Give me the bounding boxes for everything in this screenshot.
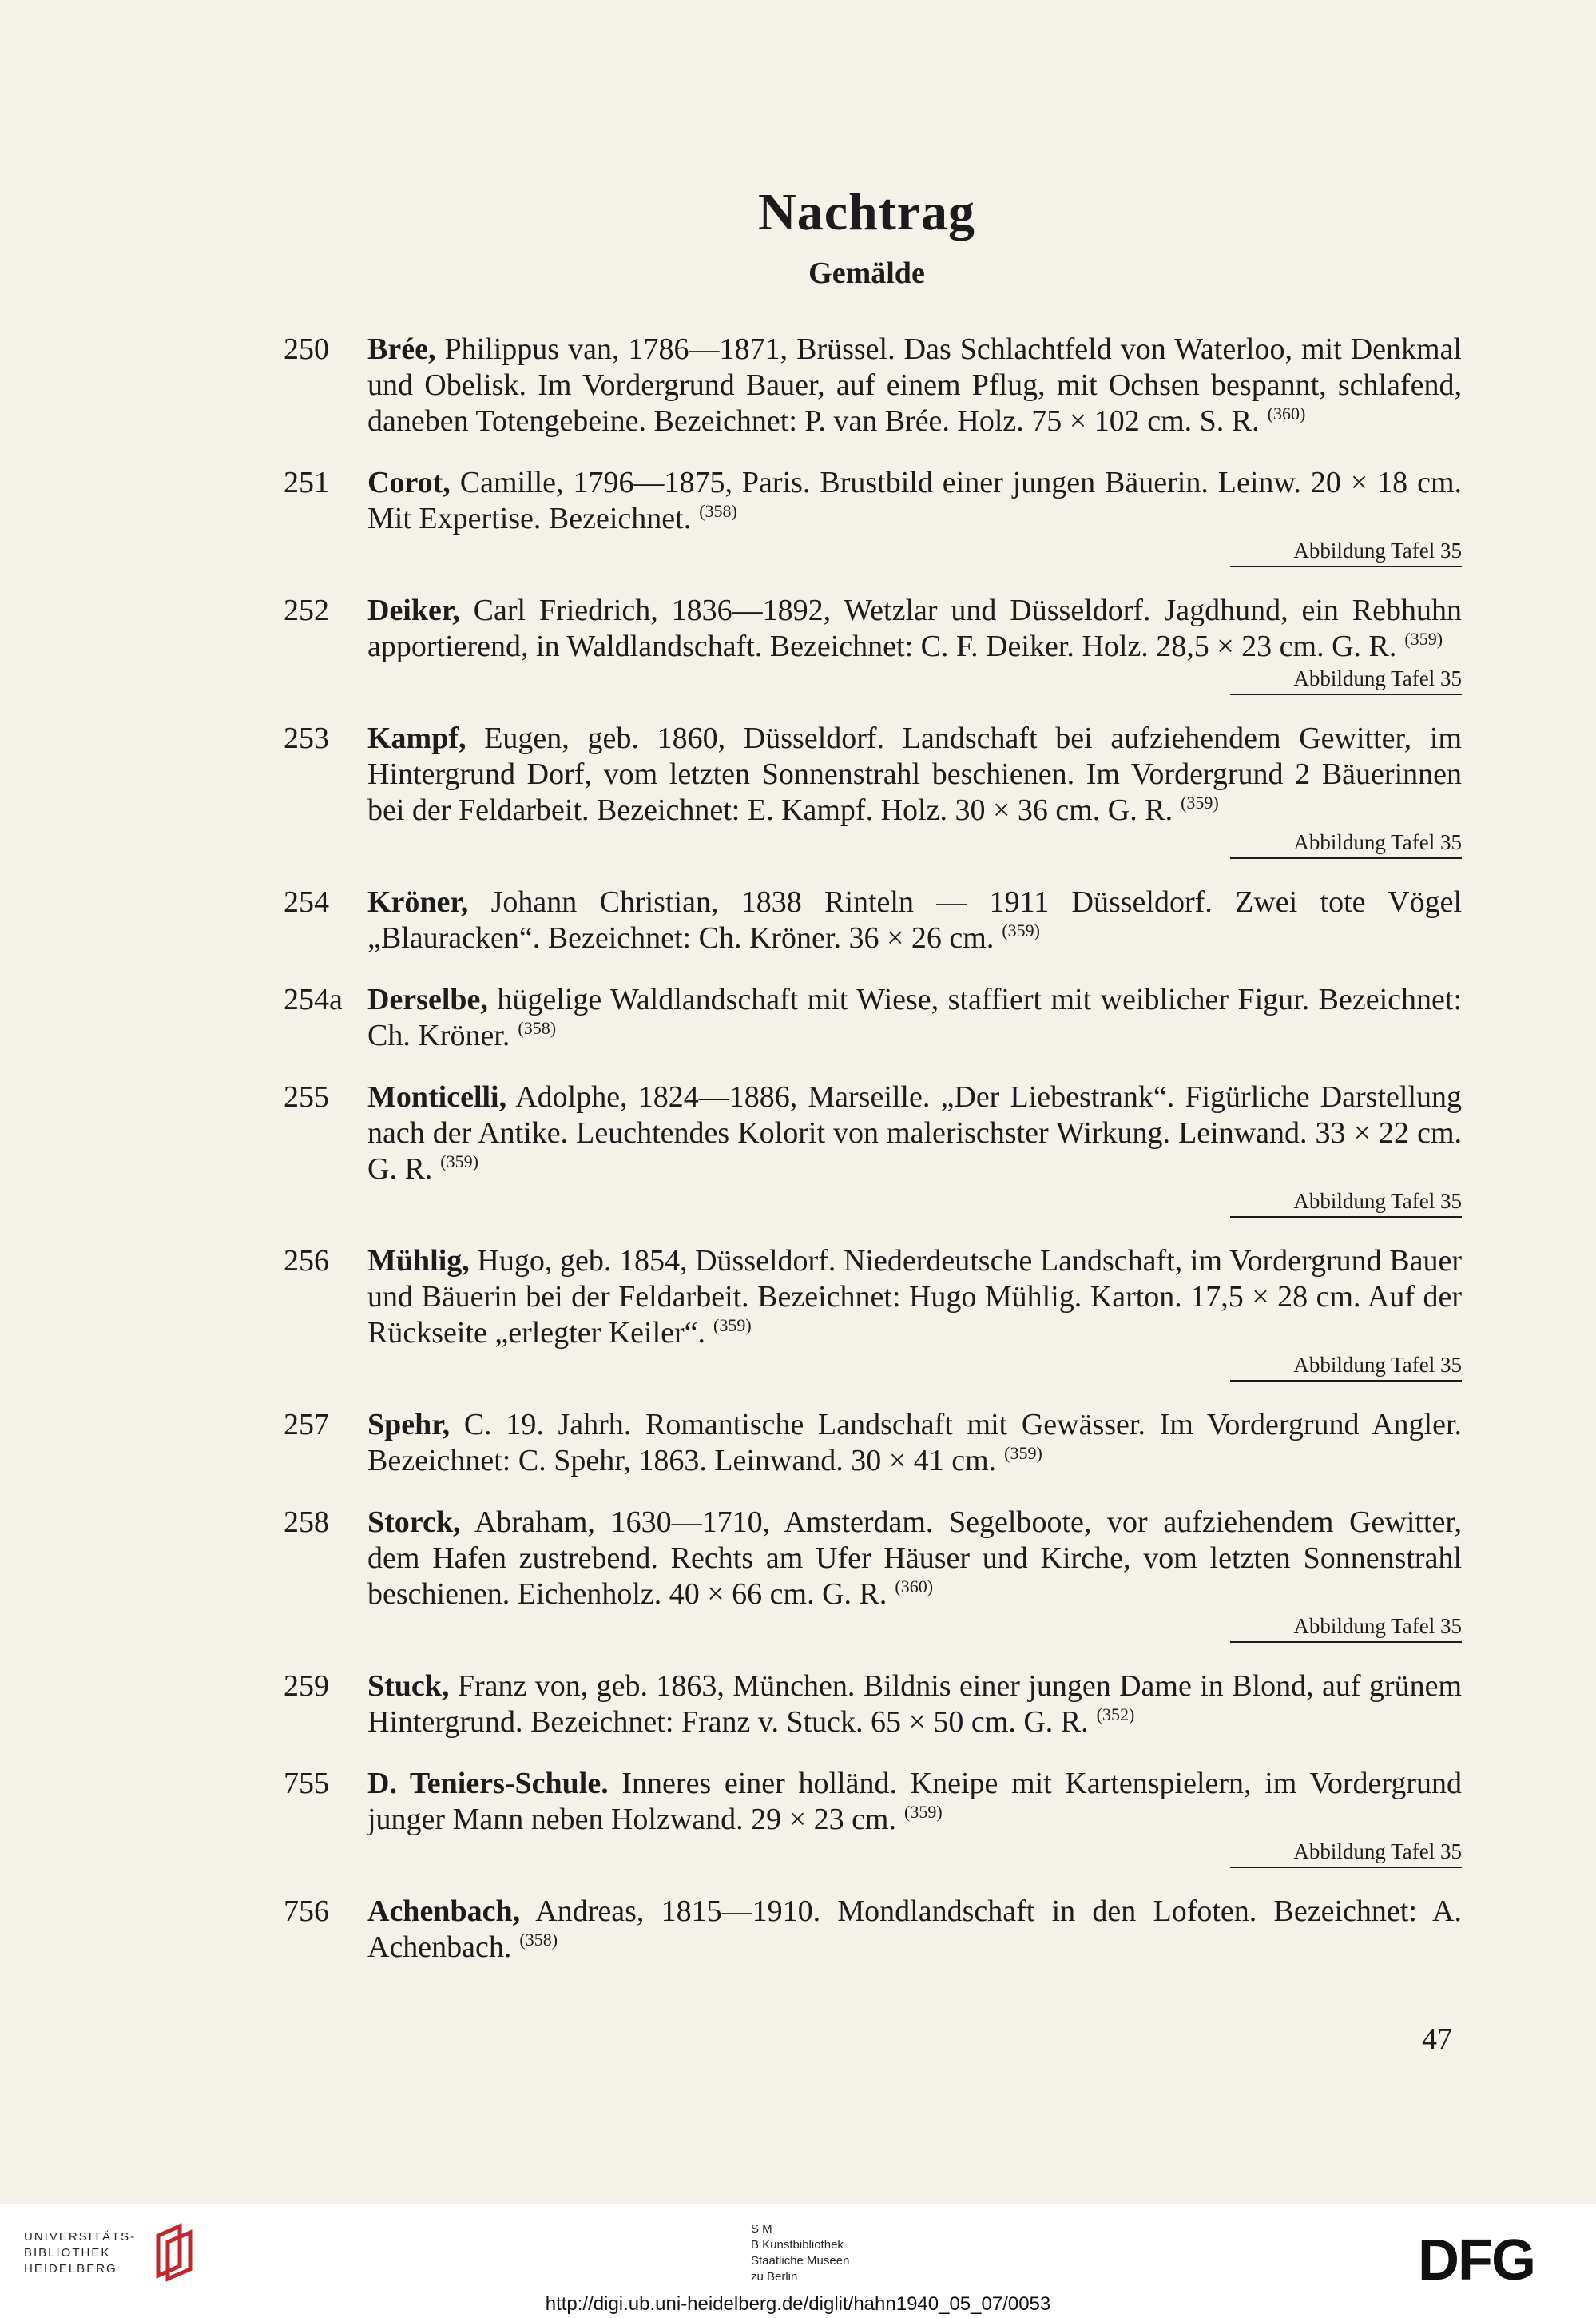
entry-description: Andreas, 1815—1910. Mondlandschaft in den Lofoten. Bezeichnet: A. Achenbach. bbox=[367, 1895, 1462, 1964]
entry-text bbox=[367, 1505, 1462, 1612]
entry-description: Adolphe, 1824—1886, Marseille. „Der Liebestrank“. Figürliche Darstellung nach der Antike. Leuchtendes Kolorit von malerischster Wirkung. Leinwand. 33 × 22 cm. G. R. bbox=[367, 1080, 1462, 1186]
catalog-entry bbox=[284, 1668, 1462, 1740]
catalog-entry bbox=[284, 1894, 1462, 1966]
entry-number: 258 bbox=[284, 1505, 329, 1539]
entry-text bbox=[367, 332, 1462, 439]
catalog-entry bbox=[284, 332, 1462, 439]
entry-text bbox=[367, 465, 1462, 537]
catalog-entry bbox=[284, 593, 1462, 695]
catalog-entry bbox=[284, 1766, 1462, 1868]
entry-text bbox=[367, 1079, 1462, 1187]
entry-description: Hugo, geb. 1854, Düsseldorf. Niederdeutsche Landschaft, im Vordergrund Bauer und Bäuerin bei der Feldarbeit. Bezeichnet: Hugo Mühlig. Karton. 17,5 × 28 cm. Auf der Rückseite „erlegter Keiler“. bbox=[367, 1244, 1462, 1350]
ub-logo-line: UNIVERSITÄTS- bbox=[24, 2230, 137, 2244]
entry-description: Johann Christian, 1838 Rinteln — 1911 Düsseldorf. Zwei tote Vögel „Blauracken“. Bezeichnet: Ch. Kröner. 36 × 26 cm. bbox=[367, 885, 1462, 955]
entry-number: 756 bbox=[284, 1895, 329, 1928]
page-number: 47 bbox=[1422, 2022, 1452, 2056]
catalog-entry bbox=[284, 721, 1462, 859]
plate-reference: Abbildung Tafel 35 bbox=[1230, 665, 1462, 695]
catalog-entry bbox=[284, 1407, 1462, 1479]
artist-name: Kampf, bbox=[367, 722, 466, 755]
entry-number: 256 bbox=[284, 1244, 329, 1278]
catalog-entries bbox=[284, 332, 1462, 1991]
entry-description: Carl Friedrich, 1836—1892, Wetzlar und Düsseldorf. Jagdhund, ein Rebhuhn apportierend, in Waldlandschaft. Bezeichnet: C. F. Deiker. Holz. 28,5 × 23 cm. G. R. bbox=[367, 594, 1462, 663]
entry-text bbox=[367, 1668, 1462, 1740]
entry-text bbox=[367, 1407, 1462, 1479]
artist-name: D. Teniers-Schule. bbox=[367, 1767, 609, 1800]
artist-name: Deiker, bbox=[367, 594, 460, 627]
entry-number: 259 bbox=[284, 1669, 329, 1703]
entry-number: 251 bbox=[284, 466, 329, 499]
artist-name: Kröner, bbox=[367, 885, 469, 919]
entry-number: 250 bbox=[284, 332, 329, 366]
artist-name: Derselbe, bbox=[367, 983, 488, 1016]
artist-name: Corot, bbox=[367, 466, 451, 499]
entry-text bbox=[367, 1766, 1462, 1838]
artist-name: Achenbach, bbox=[367, 1895, 521, 1928]
entry-text bbox=[367, 885, 1462, 956]
plate-reference: Abbildung Tafel 35 bbox=[1230, 829, 1462, 859]
entry-text bbox=[367, 982, 1462, 1054]
source-url[interactable]: http://digi.ub.uni-heidelberg.de/diglit/hahn1940_05_07/0053 bbox=[545, 2293, 1051, 2315]
artist-name: Brée, bbox=[367, 332, 436, 366]
plate-reference: Abbildung Tafel 35 bbox=[1230, 1838, 1462, 1868]
artist-name: Monticelli, bbox=[367, 1080, 507, 1114]
entry-text bbox=[367, 1894, 1462, 1966]
footer-bar bbox=[0, 2204, 1596, 2318]
ub-logo-line: HEIDELBERG bbox=[24, 2262, 117, 2276]
entry-text bbox=[367, 1243, 1462, 1351]
catalog-entry bbox=[284, 1079, 1462, 1218]
catalog-entry bbox=[284, 885, 1462, 956]
entry-number: 755 bbox=[284, 1767, 329, 1800]
ub-logo-line: BIBLIOTHEK bbox=[24, 2246, 111, 2260]
entry-number: 254a bbox=[284, 983, 343, 1016]
reference-number: (359) bbox=[440, 1151, 478, 1172]
plate-reference: Abbildung Tafel 35 bbox=[1230, 537, 1462, 567]
entry-number: 253 bbox=[284, 722, 329, 755]
reference-number: (359) bbox=[1004, 1443, 1042, 1464]
reference-number: (360) bbox=[1267, 404, 1306, 424]
artist-name: Mühlig, bbox=[367, 1244, 470, 1278]
entry-description: hügelige Waldlandschaft mit Wiese, staffiert mit weiblicher Figur. Bezeichnet: Ch. Kröner. bbox=[367, 983, 1462, 1052]
entry-description: Abraham, 1630—1710, Amsterdam. Segelboote, vor aufziehendem Gewitter, dem Hafen zustrebend. Rechts am Ufer Häuser und Kirche, vom letzten Sonnenstrahl beschienen. Eichenholz. 40 × 66 cm. G. R. bbox=[367, 1505, 1463, 1611]
catalog-entry bbox=[284, 1243, 1462, 1382]
reference-number: (359) bbox=[1002, 920, 1040, 941]
artist-name: Storck, bbox=[367, 1505, 461, 1539]
entry-description: C. 19. Jahrh. Romantische Landschaft mit Gewässer. Im Vordergrund Angler. Bezeichnet: C. Spehr, 1863. Leinwand. 30 × 41 cm. bbox=[367, 1408, 1463, 1477]
smb-logo-line: Staatliche Museen bbox=[751, 2254, 850, 2268]
smb-logo-line: B Kunstbibliothek bbox=[751, 2238, 844, 2252]
entry-description: Philippus van, 1786—1871, Brüssel. Das Schlachtfeld von Waterloo, mit Denkmal und Obelisk. Im Vordergrund Bauer, auf einem Pflug, mit Ochsen bespannt, schlafend, daneben Totengebeine. Bezeichnet: P. van Brée. Holz. 75 × 102 cm. S. R. bbox=[367, 332, 1462, 438]
ub-book-icon bbox=[152, 2220, 200, 2284]
reference-number: (359) bbox=[713, 1315, 752, 1336]
plate-reference: Abbildung Tafel 35 bbox=[1230, 1612, 1462, 1643]
smb-kunstbibliothek-logo[interactable] bbox=[751, 2221, 849, 2285]
artist-name: Spehr, bbox=[367, 1408, 451, 1441]
entry-description: Franz von, geb. 1863, München. Bildnis einer jungen Dame in Blond, auf grünem Hintergrund. Bezeichnet: Franz v. Stuck. 65 × 50 cm. G. R. bbox=[367, 1669, 1463, 1739]
plate-reference: Abbildung Tafel 35 bbox=[1230, 1187, 1462, 1218]
reference-number: (359) bbox=[1404, 629, 1443, 650]
page-subtitle: Gemälde bbox=[808, 256, 925, 290]
smb-logo-line: zu Berlin bbox=[751, 2270, 798, 2284]
smb-logo-line: S M bbox=[751, 2222, 772, 2236]
plate-reference: Abbildung Tafel 35 bbox=[1230, 1351, 1462, 1382]
dfg-logo[interactable]: DFG bbox=[1418, 2229, 1534, 2292]
ub-heidelberg-logo[interactable] bbox=[24, 2229, 136, 2277]
reference-number: (359) bbox=[904, 1802, 943, 1823]
entry-number: 254 bbox=[284, 885, 329, 919]
entry-text bbox=[367, 721, 1462, 829]
catalog-entry bbox=[284, 465, 1462, 567]
catalog-entry bbox=[284, 1505, 1462, 1643]
reference-number: (358) bbox=[699, 501, 737, 522]
artist-name: Stuck, bbox=[367, 1669, 450, 1703]
entry-description: Inneres einer holländ. Kneipe mit Kartenspielern, im Vordergrund junger Mann neben Holzwand. 29 × 23 cm. bbox=[367, 1767, 1463, 1836]
reference-number: (360) bbox=[895, 1576, 934, 1597]
entry-number: 255 bbox=[284, 1080, 329, 1114]
reference-number: (358) bbox=[518, 1018, 557, 1039]
page-title: Nachtrag bbox=[758, 183, 975, 241]
reference-number: (358) bbox=[519, 1930, 558, 1950]
entry-number: 252 bbox=[284, 594, 329, 627]
reference-number: (352) bbox=[1096, 1704, 1135, 1725]
entry-text bbox=[367, 593, 1462, 665]
catalog-entry bbox=[284, 982, 1462, 1054]
entry-description: Camille, 1796—1875, Paris. Brustbild einer jungen Bäuerin. Leinw. 20 × 18 cm. Mit Expertise. Bezeichnet. bbox=[367, 466, 1462, 535]
reference-number: (359) bbox=[1181, 793, 1219, 813]
entry-number: 257 bbox=[284, 1408, 329, 1441]
entry-description: Eugen, geb. 1860, Düsseldorf. Landschaft bei aufziehendem Gewitter, im Hintergrund Dorf, vom letzten Sonnenstrahl beschienen. Im Vordergrund 2 Bäuerinnen bei der Feldarbeit. Bezeichnet: E. Kampf. Holz. 30 × 36 cm. G. R. bbox=[367, 722, 1462, 827]
